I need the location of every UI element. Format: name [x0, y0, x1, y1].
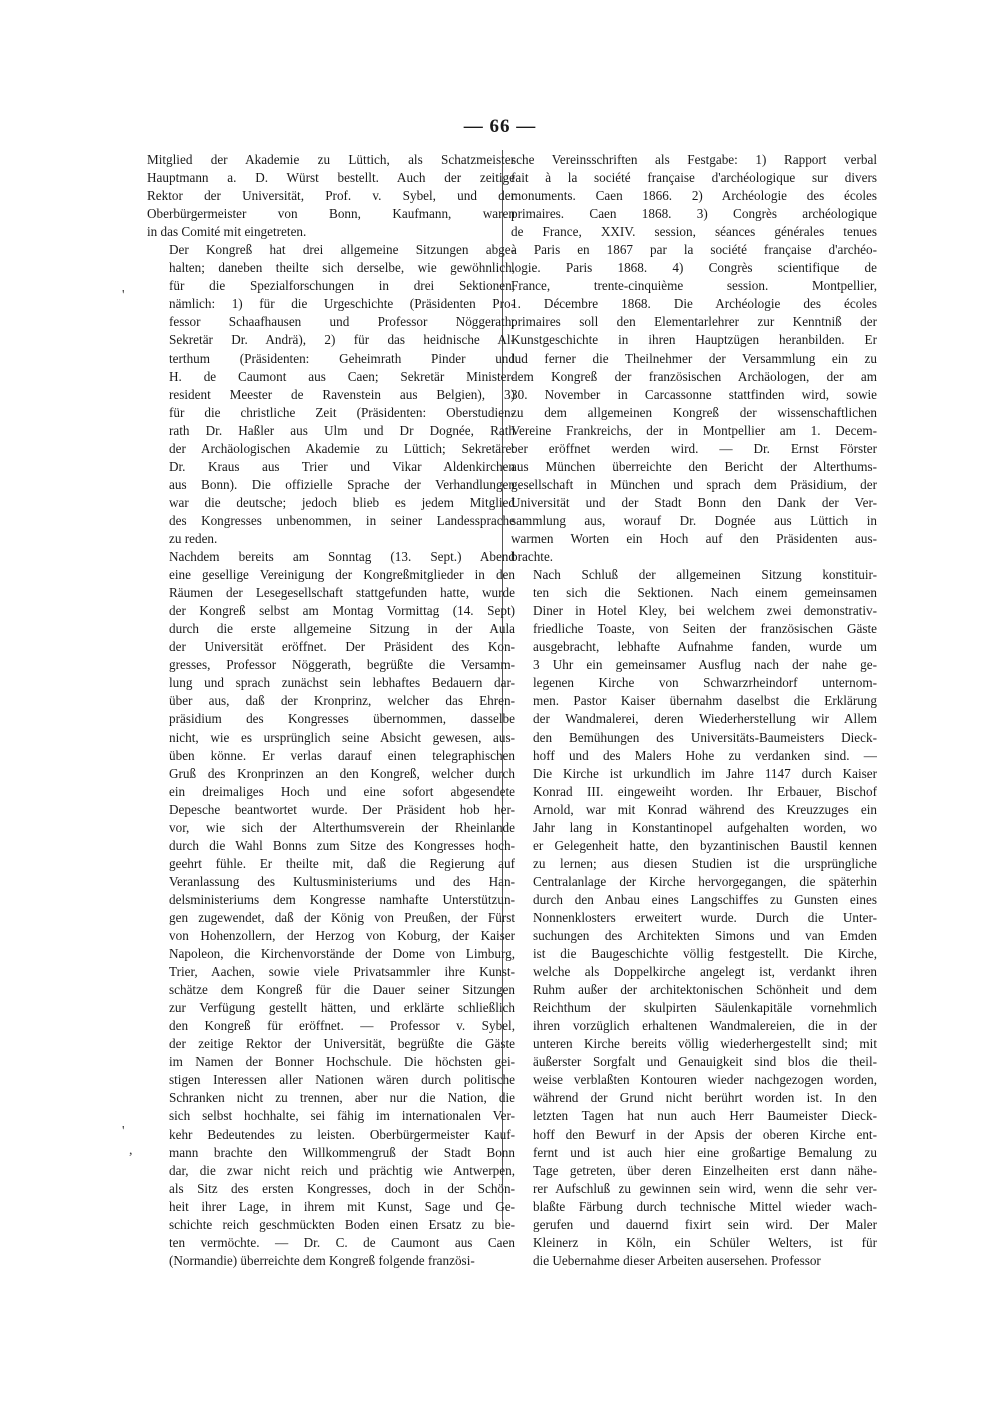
- text-line: der Wandmalerei, deren Wiederherstellung wir Allem: [533, 711, 877, 727]
- margin-mark: ': [122, 1124, 125, 1139]
- text-line: durch die Wahl Bonns zum Sitze des Kongresses hoch-: [169, 837, 515, 853]
- text-line: Diner in Hotel Kley, bei welchem zwei demonstrativ-: [533, 603, 877, 619]
- text-line: welche als Doppelkirche angelegt ist, verdankt ihren: [533, 964, 877, 980]
- text-line: lud ferner die Theilnehmer der Versammlung ein zu: [511, 350, 877, 366]
- text-line: primaires soll den Elementarlehrer zur Kenntniß der: [511, 314, 877, 330]
- text-line: ihren vorzüglich erhaltenen Wandmalereien, die in der: [533, 1018, 877, 1034]
- text-line: sche Vereinsschriften als Festgabe: 1) Rapport verbal: [511, 152, 877, 167]
- text-line: H. de Caumont aus Caen; Sekretär Minister-: [169, 368, 515, 384]
- margin-mark: ': [122, 288, 125, 303]
- text-line: den Kongreß für eröffnet. — Professor v. Sybel,: [169, 1018, 515, 1034]
- text-line: der Universität eröffnet. Der Präsident des Kon-: [169, 639, 515, 655]
- text-line: Sekretär Dr. Andrä), 2) für das heidnische Al-: [169, 332, 515, 348]
- text-line: Napoleon, die Kirchenvorstände der Dome von Limburg,: [169, 946, 515, 962]
- text-line: gerufen und dauernd fixirt sein wird. Der Maler: [533, 1216, 877, 1232]
- text-line: sich selbst hochhalte, sei fähig im internationalen Ver-: [169, 1108, 515, 1124]
- text-line: von Hohenzollern, der Herzog von Koburg, der Kaiser: [169, 928, 515, 944]
- text-line: halten; daneben theilte sich derselbe, wie gewöhnlich,: [169, 260, 515, 276]
- paragraph: [147, 548, 515, 1270]
- text-line: suchungen des Architekten Simons und van Emden: [533, 928, 877, 944]
- text-line: ber eröffnet werden wird. — Dr. Ernst Förster: [511, 440, 877, 456]
- text-line: ein dreimaliges Hoch und eine sofort abgesendete: [169, 783, 515, 799]
- text-line: Dr. Kraus aus Trier und Vikar Aldenkirchen: [169, 458, 515, 474]
- text-line: fait à la société française d'archéologique sur divers: [511, 170, 877, 186]
- right-column: [511, 151, 877, 1270]
- text-line: Arnold, war mit Konrad während des Kreuzzuges ein: [533, 801, 877, 817]
- text-line: als Sitz des ersten Kongresses, doch in der Schön-: [169, 1180, 515, 1196]
- text-line: warmen Worten ein Hoch auf den Präsidenten aus-: [511, 530, 877, 546]
- text-line: Kleinerz in Köln, ein Schüler Welters, ist für: [533, 1234, 877, 1250]
- text-line: er Gelegenheit hatte, den byzantinischen Baustil kennen: [533, 837, 877, 853]
- text-line: Veranlassung des Kultusministeriums und des Han-: [169, 873, 515, 889]
- text-line: Mitglied der Akademie zu Lüttich, als Schatzmeister: [147, 152, 515, 167]
- text-line: dem Kongreß der französischen Archäologen, der am: [511, 368, 877, 384]
- text-line: Rektor der Universität, Prof. v. Sybel, und der: [147, 188, 515, 204]
- text-line: üben könne. Er verlas darauf einen telegraphischen: [169, 747, 515, 763]
- text-line: hoff den Bewurf in der Apsis der oberen Kirche ent-: [533, 1126, 877, 1142]
- text-line: Centralanlage der Kirche hervorgegangen, die späterhin: [533, 873, 877, 889]
- text-line: Vereine Frankreichs, der in Montpellier am 1. Decem-: [511, 422, 877, 438]
- margin-mark: ,: [129, 1143, 133, 1158]
- text-line: delsministeriums dem Kongresse namhafte Unterstützun-: [169, 891, 515, 907]
- text-line: fessor Schaafhausen und Professor Nöggerath;: [169, 314, 515, 330]
- text-line: kehr Bedeutendes zu leisten. Oberbürgermeister Kauf-: [169, 1126, 515, 1142]
- text-line: ten vermöchte. — Dr. C. de Caumont aus Caen: [169, 1234, 515, 1250]
- text-line: zur Verfügung gestellt hätten, und erklärte schließlich: [169, 1000, 515, 1016]
- text-line: Gruß des Kronprinzen an den Kongreß, welcher durch: [169, 765, 515, 781]
- text-line: heit ihrer Lage, in ihrem mit Kunst, Sage und Ge-: [169, 1198, 515, 1214]
- text-line: ausgebracht, lebhafte Aufnahme fanden, wurde um: [533, 639, 877, 655]
- text-line: (Normandie) überreichte dem Kongreß folgende französi-: [169, 1252, 475, 1268]
- text-line: Schranken nicht zu trennen, aber nur die Nation, die: [169, 1090, 515, 1106]
- text-line: Universität und der Stadt Bonn den Dank der Ver-: [511, 494, 877, 510]
- text-line: à Paris en 1867 par la société française d'archéo-: [511, 242, 877, 258]
- text-line: Nonnenklosters erweitert wurde. Durch die Unter-: [533, 909, 877, 925]
- text-line: in das Comité mit eingetreten.: [147, 224, 307, 240]
- text-line: der Kongreß selbst am Montag Vormittag (14. Sept): [169, 603, 515, 619]
- text-line: gresses, Professor Nöggerath, begrüßte die Versamm-: [169, 657, 515, 673]
- text-line: des Kongresses unbenommen, in seiner Landessprache: [169, 512, 515, 528]
- text-line: durch die erste allgemeine Sitzung in der Aula: [169, 621, 515, 637]
- text-line: zu lernen; aus diesen Studien ist die ursprüngliche: [533, 855, 877, 871]
- paragraph: [147, 241, 515, 548]
- text-line: terthum (Präsidenten: Geheimrath Pinder und: [169, 350, 515, 366]
- text-line: Reichthum der skulpirten Säulenkapitäle vornehmlich: [533, 1000, 877, 1016]
- text-line: durch den Anbau eines Langschiffes zu Gunsten eines: [533, 891, 877, 907]
- text-line: Der Kongreß hat drei allgemeine Sitzungen abge-: [169, 242, 515, 258]
- text-line: Die Kirche ist urkundlich im Jahre 1147 durch Kaiser: [533, 765, 877, 781]
- text-line: äußerster Sorgfalt und Genauigkeit sind blos die theil-: [533, 1054, 877, 1070]
- text-line: blaßte Färbung durch technische Mittel wieder wach-: [533, 1198, 877, 1214]
- paragraph: [511, 566, 877, 1270]
- text-line: 30. November in Carcassonne stattfinden wird, sowie: [511, 386, 877, 402]
- text-line: dar, die zwar nicht reich und prächtig wie Antwerpen,: [169, 1162, 515, 1178]
- text-line: logie. Paris 1868. 4) Congrès scientifique de: [511, 260, 877, 276]
- text-line: während der Grund nicht berührt worden ist. In den: [533, 1090, 877, 1106]
- text-line: brachte.: [511, 549, 554, 565]
- text-line: Jahr lang in Konstantinopel aufgehalten worden, wo: [533, 819, 877, 835]
- text-line: den Bemühungen des Universitäts-Baumeisters Dieck-: [533, 729, 877, 745]
- paragraph: [511, 151, 877, 566]
- text-line: für die christliche Zeit (Präsidenten: Oberstudien-: [169, 404, 515, 420]
- text-line: über aus, daß der Kronprinz, welcher das Ehren-: [169, 693, 515, 709]
- text-line: der zeitige Rektor der Universität, begrüßte die Gäste: [169, 1036, 515, 1052]
- text-line: fernt und ist auch hier eine großartige Bemalung zu: [533, 1144, 877, 1160]
- text-line: France, trente-cinquième session. Montpellier,: [511, 278, 877, 294]
- text-line: gesellschaft in München und sprach dem Präsidium, der: [511, 476, 877, 492]
- text-line: Räumen der Lesegesellschaft stattgefunden hatte, wurde: [169, 585, 515, 601]
- text-line: nicht, wie es ursprünglich seine Absicht gewesen, aus-: [169, 729, 515, 745]
- text-line: war die deutsche; jedoch blieb es jedem Mitglied: [169, 494, 515, 510]
- text-line: rer Aufschluß zu gewinnen sein wird, wenn die sehr ver-: [533, 1180, 877, 1196]
- text-line: aus Bonn). Die offizielle Sprache der Verhandlungen: [169, 476, 515, 492]
- text-line: stigen Interessen aller Nationen wären durch politische: [169, 1072, 515, 1088]
- text-line: präsidium des Kongresses übernommen, dasselbe: [169, 711, 515, 727]
- text-line: 3 Uhr ein gemeinsamer Ausflug nach der nahe ge-: [533, 657, 877, 673]
- text-line: ten sich die Sektionen. Nach einem gemeinsamen: [533, 585, 877, 601]
- text-line: primaires. Caen 1868. 3) Congrès archéologique: [511, 206, 877, 222]
- text-line: Nach Schluß der allgemeinen Sitzung konstituir-: [533, 567, 877, 583]
- text-line: legenen Kirche von Schwarzrheindorf unternom-: [533, 675, 877, 691]
- text-line: die Uebernahme dieser Arbeiten ausersehen. Professor: [533, 1252, 821, 1268]
- text-line: letzten Tagen hat nun auch Herr Baumeister Dieck-: [533, 1108, 877, 1124]
- text-line: 1. Décembre 1868. Die Archéologie des écoles: [511, 296, 877, 312]
- text-line: schätze dem Kongreß für die Dauer seiner Sitzungen: [169, 982, 515, 998]
- text-line: Kunstgeschichte in ihren Hauptzügen heranbilden. Er: [511, 332, 877, 348]
- page-number: — 66 —: [463, 116, 537, 137]
- text-line: resident Meester de Ravenstein aus Belgien), 3): [169, 386, 515, 402]
- text-line: friedliche Toaste, von Seiten der französischen Gäste: [533, 621, 877, 637]
- text-line: ist die Baugeschichte völlig festgestellt. Die Kirche,: [533, 946, 877, 962]
- text-line: sammlung aus, worauf Dr. Dognée aus Lüttich in: [511, 512, 877, 528]
- paragraph: [147, 151, 515, 241]
- text-line: eine gesellige Vereinigung der Kongreßmitglieder in den: [169, 567, 515, 583]
- text-line: lung und sprach zunächst sein lebhaftes Bedauern dar-: [169, 675, 515, 691]
- text-line: für die Spezialforschungen in drei Sektionen,: [169, 278, 515, 294]
- text-line: gen zugewendet, daß der König von Preußen, der Fürst: [169, 909, 515, 925]
- text-line: Nachdem bereits am Sonntag (13. Sept.) Abend: [169, 549, 515, 565]
- text-line: geehrt fühle. Er theilte mit, daß die Regierung auf: [169, 855, 515, 871]
- text-line: vor, wie sich der Alterthumsverein der Rheinlande: [169, 819, 515, 835]
- text-line: men. Pastor Kaiser übernahm daselbst die Erklärung: [533, 693, 877, 709]
- text-line: im Namen der Bonner Hochschule. Die höchsten gei-: [169, 1054, 515, 1070]
- text-line: nämlich: 1) für die Urgeschichte (Präsidenten Pro-: [169, 296, 515, 312]
- text-line: unteren Kirche bereits völlig wiederhergestellt sind; mit: [533, 1036, 877, 1052]
- text-line: der Archäologischen Akademie zu Lüttich; Sekretäre:: [169, 440, 515, 456]
- left-column: [147, 151, 515, 1270]
- text-line: hoff und des Malers Hohe zu verdanken sind. —: [533, 747, 877, 763]
- text-line: Depesche beantwortet wurde. Der Präsident hob her-: [169, 801, 515, 817]
- text-line: Ruhm außer der architektonischen Schönheit und dem: [533, 982, 877, 998]
- text-line: aus München überreichte den Bericht der Alterthums-: [511, 458, 877, 474]
- text-line: monuments. Caen 1866. 2) Archéologie des écoles: [511, 188, 877, 204]
- text-line: Trier, Aachen, sowie viele Privatsammler ihre Kunst-: [169, 964, 515, 980]
- text-line: mann brachte den Willkommengruß der Stadt Bonn: [169, 1144, 515, 1160]
- text-line: de France, XXIV. session, séances générales tenues: [511, 224, 877, 240]
- text-line: Hauptmann a. D. Würst bestellt. Auch der zeitige: [147, 170, 515, 186]
- text-line: zu reden.: [169, 530, 218, 546]
- text-line: schichte reich geschmückten Boden einen Ersatz zu bie-: [169, 1216, 515, 1232]
- text-line: zu dem allgemeinen Kongreß der wissenschaftlichen: [511, 404, 877, 420]
- text-line: rath Dr. Haßler aus Ulm und Dr Dognée, Rath: [169, 422, 515, 438]
- text-line: Konrad III. eingeweiht worden. Ihr Erbauer, Bischof: [533, 783, 877, 799]
- text-line: Tage getreten, über deren Einzelheiten erst dann nähe-: [533, 1162, 877, 1178]
- text-line: Oberbürgermeister von Bonn, Kaufmann, waren: [147, 206, 515, 222]
- text-line: weise verblaßten Kontouren wieder nachgezogen worden,: [533, 1072, 877, 1088]
